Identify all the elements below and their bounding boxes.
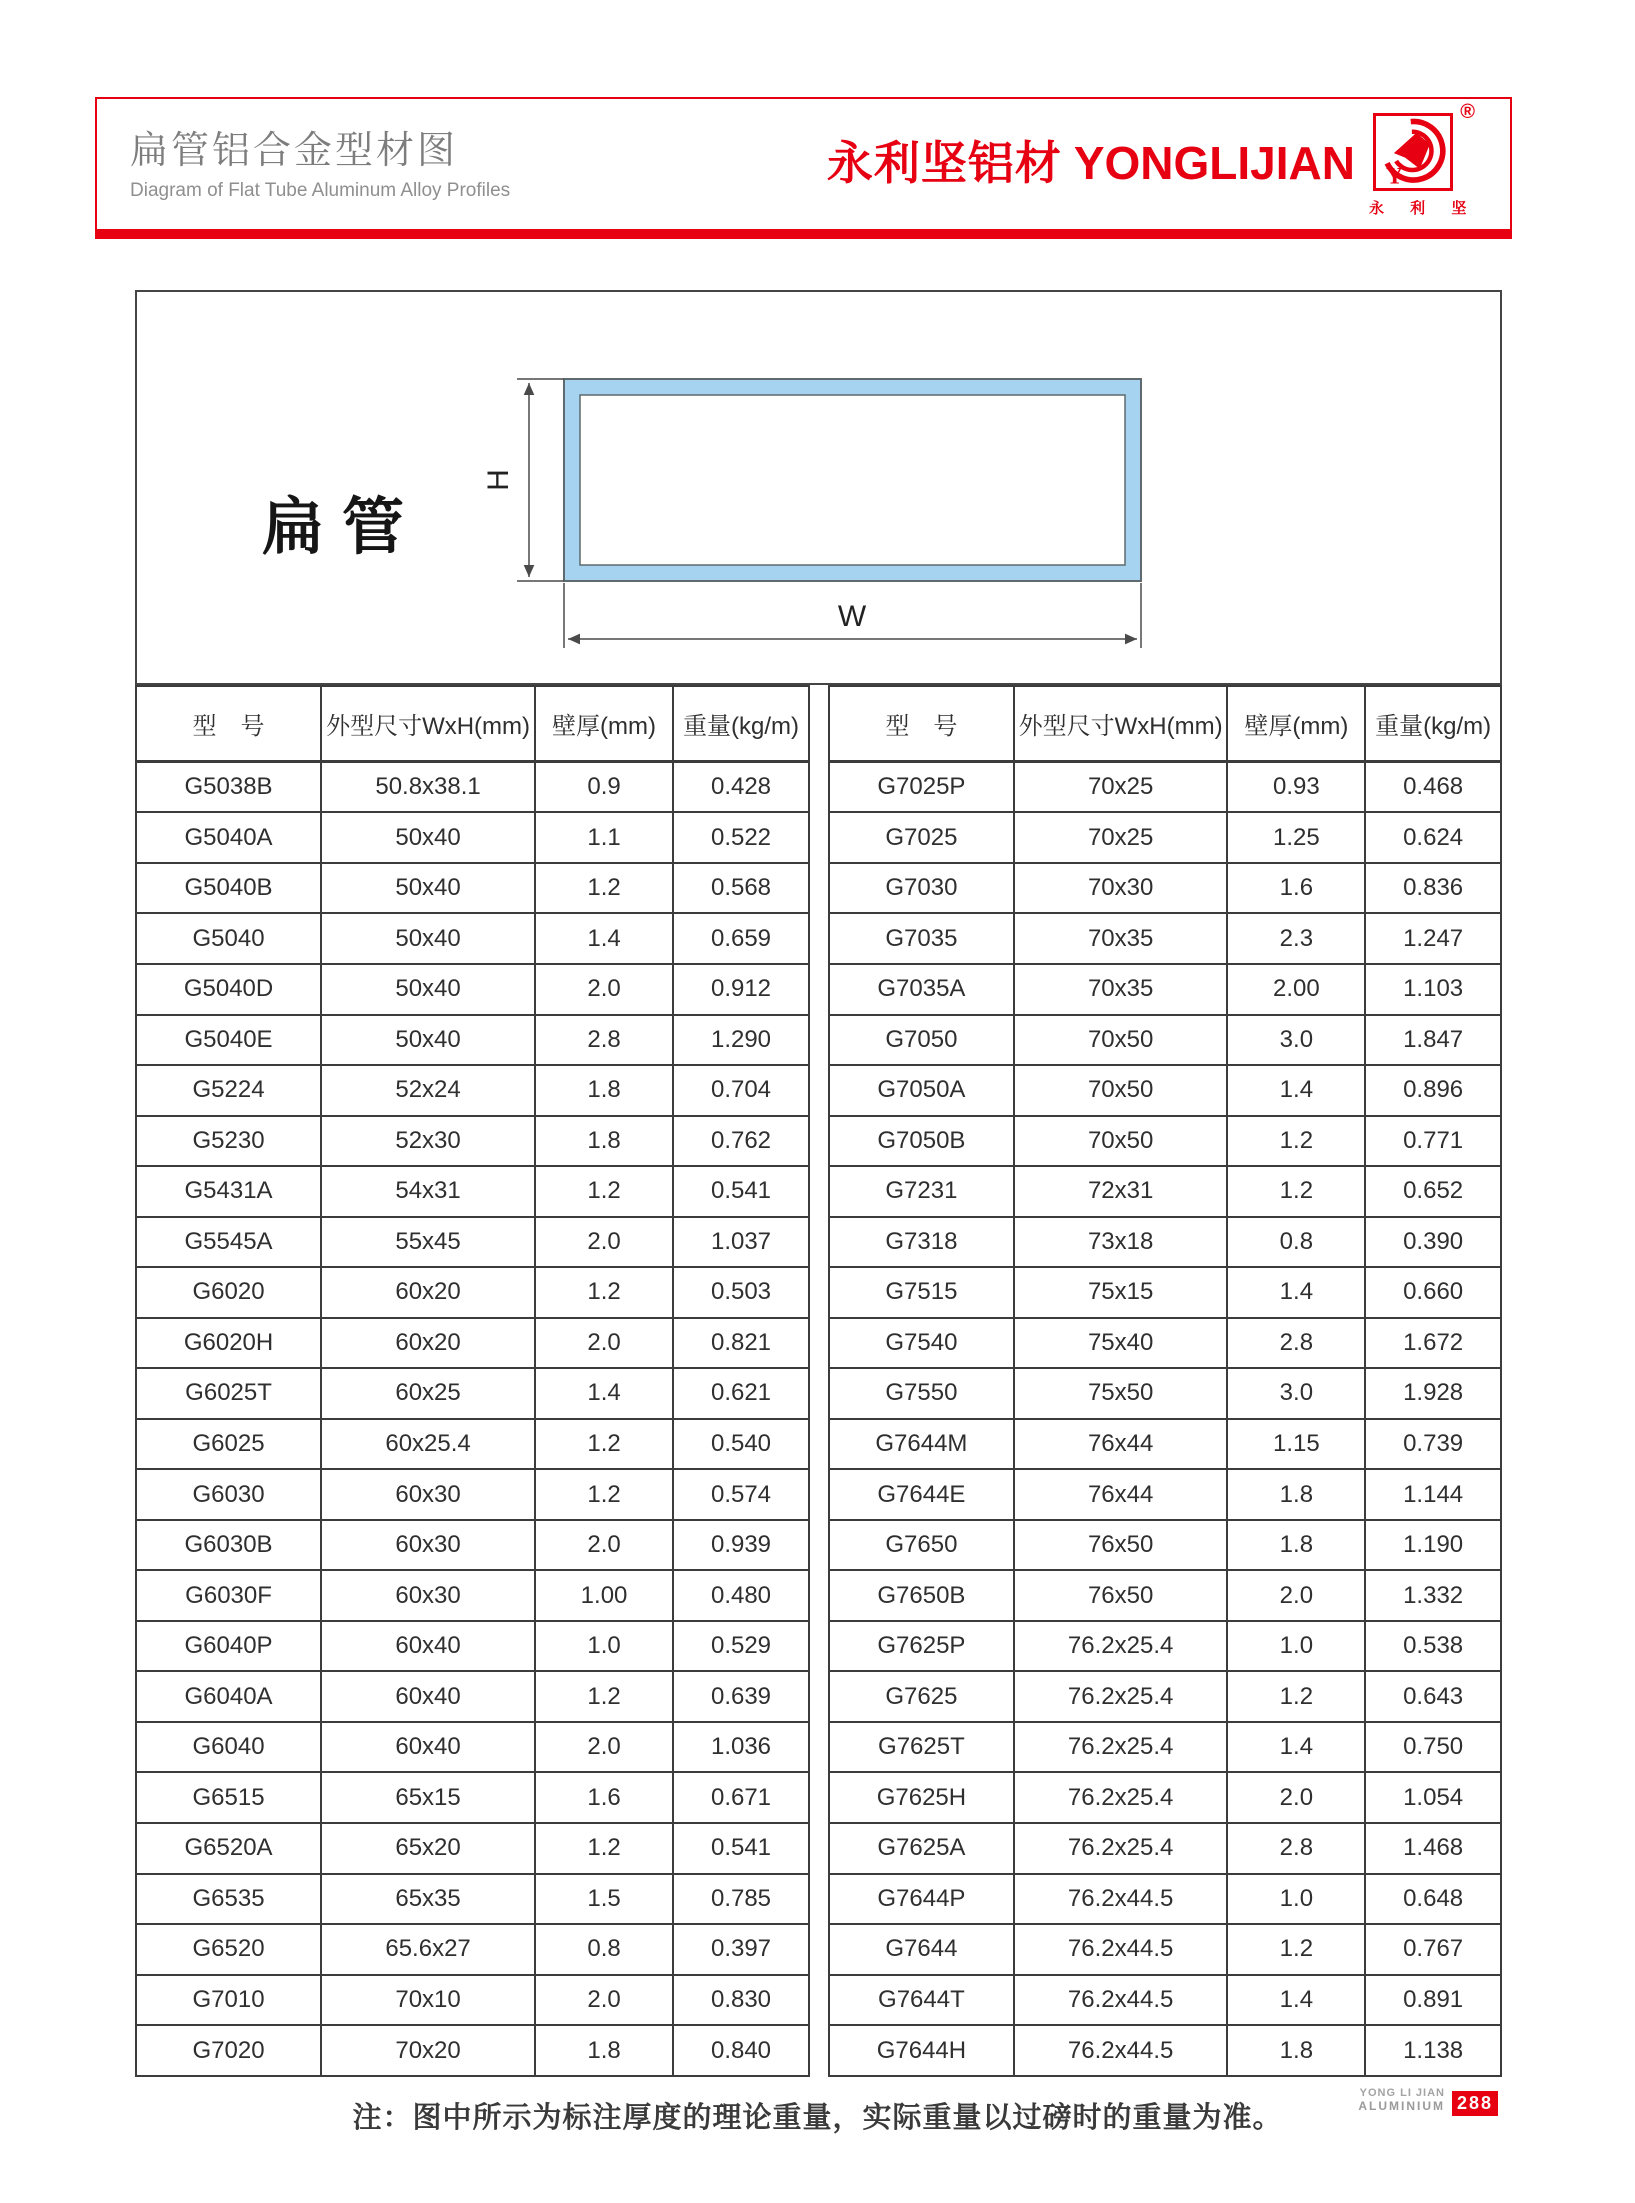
table-row (829, 913, 1501, 964)
size-cell: 50x40 (321, 812, 535, 863)
table-row (829, 1722, 1501, 1773)
table-row (136, 1975, 809, 2026)
thickness-cell: 1.15 (1227, 1419, 1365, 1470)
size-cell: 50x40 (321, 863, 535, 914)
table-row (136, 863, 809, 914)
dim-w-label: W (837, 600, 867, 633)
table-row (136, 1065, 809, 1116)
size-cell: 60x25 (321, 1368, 535, 1419)
model-cell: G7625 (829, 1671, 1014, 1722)
model-cell: G6515 (136, 1772, 321, 1823)
weight-cell: 0.891 (1365, 1975, 1501, 2026)
thickness-cell: 1.5 (535, 1874, 673, 1925)
table-row (136, 1924, 809, 1975)
thickness-cell: 2.0 (535, 1722, 673, 1773)
model-cell: G6020 (136, 1267, 321, 1318)
size-cell: 60x20 (321, 1267, 535, 1318)
size-cell: 76.2x44.5 (1014, 1874, 1228, 1925)
size-cell: 70x10 (321, 1975, 535, 2026)
table-row (829, 1116, 1501, 1167)
model-cell: G6025T (136, 1368, 321, 1419)
size-cell: 60x20 (321, 1318, 535, 1369)
table-row (136, 1520, 809, 1571)
table-row (136, 812, 809, 863)
thickness-cell: 0.9 (535, 761, 673, 812)
thickness-cell: 1.8 (1227, 1520, 1365, 1571)
size-cell: 60x30 (321, 1570, 535, 1621)
model-cell: G7644T (829, 1975, 1014, 2026)
size-cell: 50x40 (321, 913, 535, 964)
thickness-cell: 1.2 (535, 1419, 673, 1470)
weight-cell: 0.503 (673, 1267, 809, 1318)
table-row (136, 1116, 809, 1167)
model-cell: G5040D (136, 964, 321, 1015)
table-row (136, 1015, 809, 1066)
page-title: 扁管铝合金型材图 (130, 129, 459, 172)
weight-cell: 1.332 (1365, 1570, 1501, 1621)
model-cell: G6520A (136, 1823, 321, 1874)
model-cell: G7050A (829, 1065, 1014, 1116)
thickness-cell: 2.3 (1227, 913, 1365, 964)
model-cell: G7650 (829, 1520, 1014, 1571)
size-cell: 60x40 (321, 1671, 535, 1722)
size-cell: 76.2x25.4 (1014, 1621, 1228, 1672)
size-cell: 75x15 (1014, 1267, 1228, 1318)
size-cell: 65.6x27 (321, 1924, 535, 1975)
page-number-badge: 288 (1452, 2091, 1498, 2116)
left-tbody (136, 761, 809, 2076)
table-row (136, 1823, 809, 1874)
size-cell: 65x35 (321, 1874, 535, 1925)
thickness-cell: 1.4 (535, 913, 673, 964)
model-cell: G6030B (136, 1520, 321, 1571)
table-row (829, 1975, 1501, 2026)
brand-logo (1369, 101, 1478, 217)
weight-cell: 0.912 (673, 964, 809, 1015)
thickness-cell: 2.00 (1227, 964, 1365, 1015)
thickness-cell: 1.4 (1227, 1975, 1365, 2026)
weight-cell: 0.840 (673, 2025, 809, 2076)
weight-cell: 0.568 (673, 863, 809, 914)
table-row (136, 1318, 809, 1369)
thickness-cell: 3.0 (1227, 1368, 1365, 1419)
model-cell: G7625H (829, 1772, 1014, 1823)
column-header: 重量(kg/m) (673, 686, 809, 761)
size-cell: 76x44 (1014, 1419, 1228, 1470)
table-row (136, 1267, 809, 1318)
table-row (829, 1267, 1501, 1318)
thickness-cell: 0.93 (1227, 761, 1365, 812)
table-row (136, 1469, 809, 1520)
size-cell: 65x15 (321, 1772, 535, 1823)
weight-cell: 0.671 (673, 1772, 809, 1823)
table-row (136, 1772, 809, 1823)
thickness-cell: 1.2 (535, 863, 673, 914)
thickness-cell: 1.2 (1227, 1924, 1365, 1975)
thickness-cell: 1.00 (535, 1570, 673, 1621)
thickness-cell: 1.4 (1227, 1722, 1365, 1773)
thickness-cell: 2.0 (1227, 1570, 1365, 1621)
column-header: 外型尺寸WxH(mm) (1014, 686, 1228, 761)
header-bar (95, 97, 1512, 239)
title-block (130, 119, 510, 202)
weight-cell: 0.428 (673, 761, 809, 812)
weight-cell: 1.847 (1365, 1015, 1501, 1066)
right-tbody (829, 761, 1501, 2076)
weight-cell: 1.468 (1365, 1823, 1501, 1874)
table-row (136, 1874, 809, 1925)
registered-trademark-icon: ® (1460, 101, 1475, 123)
weight-cell: 0.652 (1365, 1166, 1501, 1217)
model-cell: G7231 (829, 1166, 1014, 1217)
weight-cell: 0.639 (673, 1671, 809, 1722)
thickness-cell: 1.4 (1227, 1065, 1365, 1116)
thickness-cell: 1.0 (1227, 1874, 1365, 1925)
thickness-cell: 2.0 (535, 1520, 673, 1571)
table-row (829, 1520, 1501, 1571)
footer-brand-line1: YONG LI JIAN (1359, 2087, 1445, 2099)
size-cell: 75x40 (1014, 1318, 1228, 1369)
size-cell: 60x30 (321, 1469, 535, 1520)
table-row (829, 964, 1501, 1015)
thickness-cell: 1.2 (535, 1823, 673, 1874)
model-cell: G7625A (829, 1823, 1014, 1874)
column-header: 壁厚(mm) (535, 686, 673, 761)
model-cell: G7650B (829, 1570, 1014, 1621)
footer-brand (1240, 2087, 1445, 2113)
model-cell: G7625T (829, 1722, 1014, 1773)
thickness-cell: 1.4 (1227, 1267, 1365, 1318)
header-row (136, 686, 809, 761)
weight-cell: 0.660 (1365, 1267, 1501, 1318)
table-row (136, 1166, 809, 1217)
model-cell: G7550 (829, 1368, 1014, 1419)
model-cell: G7644 (829, 1924, 1014, 1975)
thickness-cell: 1.2 (1227, 1166, 1365, 1217)
model-cell: G7540 (829, 1318, 1014, 1369)
weight-cell: 0.643 (1365, 1671, 1501, 1722)
model-cell: G5038B (136, 761, 321, 812)
table-row (829, 1318, 1501, 1369)
weight-cell: 1.190 (1365, 1520, 1501, 1571)
table-row (136, 1621, 809, 1672)
table-row (829, 1621, 1501, 1672)
weight-cell: 0.821 (673, 1318, 809, 1369)
model-cell: G6040P (136, 1621, 321, 1672)
weight-cell: 0.541 (673, 1823, 809, 1874)
table-row (829, 1772, 1501, 1823)
flat-tube-diagram (137, 292, 1504, 687)
model-cell: G7025P (829, 761, 1014, 812)
thickness-cell: 2.0 (535, 964, 673, 1015)
model-cell: G7050B (829, 1116, 1014, 1167)
profiles-table-right (828, 685, 1502, 2077)
model-cell: G7035A (829, 964, 1014, 1015)
size-cell: 60x40 (321, 1621, 535, 1672)
weight-cell: 0.785 (673, 1874, 809, 1925)
weight-cell: 1.928 (1365, 1368, 1501, 1419)
thickness-cell: 1.6 (535, 1772, 673, 1823)
profiles-table-left (135, 685, 810, 2077)
size-cell: 60x40 (321, 1722, 535, 1773)
model-cell: G7644M (829, 1419, 1014, 1470)
table-row (829, 1823, 1501, 1874)
weight-cell: 0.750 (1365, 1722, 1501, 1773)
footnote: 注：图中所示为标注厚度的理论重量，实际重量以过磅时的重量为准。 (352, 2102, 1283, 2134)
weight-cell: 0.939 (673, 1520, 809, 1571)
size-cell: 76.2x44.5 (1014, 1975, 1228, 2026)
weight-cell: 0.830 (673, 1975, 809, 2026)
weight-cell: 1.037 (673, 1217, 809, 1268)
model-cell: G7035 (829, 913, 1014, 964)
size-cell: 76.2x44.5 (1014, 1924, 1228, 1975)
weight-cell: 0.771 (1365, 1116, 1501, 1167)
size-cell: 70x30 (1014, 863, 1228, 914)
table-row (136, 913, 809, 964)
table-row (829, 1469, 1501, 1520)
page-subtitle: Diagram of Flat Tube Aluminum Alloy Profiles (130, 179, 511, 201)
size-cell: 50.8x38.1 (321, 761, 535, 812)
thickness-cell: 2.8 (1227, 1318, 1365, 1369)
weight-cell: 0.836 (1365, 863, 1501, 914)
model-cell: G6040 (136, 1722, 321, 1773)
model-cell: G7644P (829, 1874, 1014, 1925)
model-cell: G5230 (136, 1116, 321, 1167)
size-cell: 60x25.4 (321, 1419, 535, 1470)
size-cell: 76.2x25.4 (1014, 1823, 1228, 1874)
thickness-cell: 1.4 (535, 1368, 673, 1419)
weight-cell: 1.138 (1365, 2025, 1501, 2076)
model-cell: G7050 (829, 1015, 1014, 1066)
table-row (829, 1166, 1501, 1217)
size-cell: 52x30 (321, 1116, 535, 1167)
thickness-cell: 2.8 (1227, 1823, 1365, 1874)
weight-cell: 0.574 (673, 1469, 809, 1520)
model-cell: G6040A (136, 1671, 321, 1722)
size-cell: 70x25 (1014, 761, 1228, 812)
weight-cell: 0.767 (1365, 1924, 1501, 1975)
table-row (829, 1217, 1501, 1268)
thickness-cell: 1.6 (1227, 863, 1365, 914)
table-row (829, 1924, 1501, 1975)
weight-cell: 1.103 (1365, 964, 1501, 1015)
logo-monogram: Y (1386, 163, 1404, 188)
thickness-cell: 1.2 (535, 1671, 673, 1722)
model-cell: G7020 (136, 2025, 321, 2076)
size-cell: 70x50 (1014, 1116, 1228, 1167)
thickness-cell: 1.8 (535, 1065, 673, 1116)
table-row (136, 1671, 809, 1722)
table-row (829, 1015, 1501, 1066)
size-cell: 52x24 (321, 1065, 535, 1116)
size-cell: 75x50 (1014, 1368, 1228, 1419)
thickness-cell: 2.0 (535, 1217, 673, 1268)
weight-cell: 0.390 (1365, 1217, 1501, 1268)
table-row (136, 2025, 809, 2076)
thickness-cell: 1.8 (535, 2025, 673, 2076)
model-cell: G7515 (829, 1267, 1014, 1318)
model-cell: G6030 (136, 1469, 321, 1520)
weight-cell: 0.739 (1365, 1419, 1501, 1470)
weight-cell: 1.290 (673, 1015, 809, 1066)
table-row (136, 964, 809, 1015)
weight-cell: 0.624 (1365, 812, 1501, 863)
size-cell: 76.2x25.4 (1014, 1671, 1228, 1722)
column-header: 壁厚(mm) (1227, 686, 1365, 761)
model-cell: G5040A (136, 812, 321, 863)
model-cell: G7025 (829, 812, 1014, 863)
thickness-cell: 2.0 (1227, 1772, 1365, 1823)
header-row (829, 686, 1501, 761)
weight-cell: 0.762 (673, 1116, 809, 1167)
size-cell: 76x50 (1014, 1520, 1228, 1571)
thickness-cell: 2.8 (535, 1015, 673, 1066)
table-row (829, 863, 1501, 914)
thickness-cell: 1.2 (535, 1267, 673, 1318)
model-cell: G5545A (136, 1217, 321, 1268)
brand-block (826, 101, 1478, 217)
model-cell: G5040B (136, 863, 321, 914)
size-cell: 55x45 (321, 1217, 535, 1268)
size-cell: 76x50 (1014, 1570, 1228, 1621)
size-cell: 73x18 (1014, 1217, 1228, 1268)
size-cell: 70x20 (321, 2025, 535, 2076)
brand-name (827, 127, 1355, 193)
size-cell: 70x25 (1014, 812, 1228, 863)
weight-cell: 1.054 (1365, 1772, 1501, 1823)
size-cell: 70x50 (1014, 1015, 1228, 1066)
table-row (136, 1368, 809, 1419)
thickness-cell: 1.2 (1227, 1671, 1365, 1722)
size-cell: 72x31 (1014, 1166, 1228, 1217)
dim-h-label: H (482, 469, 515, 491)
weight-cell: 1.144 (1365, 1469, 1501, 1520)
weight-cell: 1.672 (1365, 1318, 1501, 1369)
thickness-cell: 1.2 (535, 1166, 673, 1217)
thickness-cell: 1.0 (1227, 1621, 1365, 1672)
model-cell: G6025 (136, 1419, 321, 1470)
profile-type-label: 扁管 (262, 493, 423, 562)
size-cell: 76x44 (1014, 1469, 1228, 1520)
thickness-cell: 1.2 (535, 1469, 673, 1520)
size-cell: 70x35 (1014, 964, 1228, 1015)
weight-cell: 0.538 (1365, 1621, 1501, 1672)
table-row (136, 1570, 809, 1621)
thickness-cell: 1.1 (535, 812, 673, 863)
size-cell: 70x35 (1014, 913, 1228, 964)
table-row (136, 1217, 809, 1268)
thickness-cell: 1.8 (1227, 2025, 1365, 2076)
size-cell: 50x40 (321, 964, 535, 1015)
model-cell: G6020H (136, 1318, 321, 1369)
table-row (136, 1419, 809, 1470)
brand-name-en: YONGLIJIAN (1073, 137, 1355, 189)
thickness-cell: 0.8 (535, 1924, 673, 1975)
size-cell: 76.2x25.4 (1014, 1772, 1228, 1823)
size-cell: 60x30 (321, 1520, 535, 1571)
table-row (829, 2025, 1501, 2076)
weight-cell: 0.704 (673, 1065, 809, 1116)
size-cell: 76.2x25.4 (1014, 1722, 1228, 1773)
weight-cell: 0.522 (673, 812, 809, 863)
thickness-cell: 1.2 (1227, 1116, 1365, 1167)
table-row (136, 1722, 809, 1773)
model-cell: G6030F (136, 1570, 321, 1621)
table-row (829, 1368, 1501, 1419)
brand-name-cn: 永利坚铝材 (826, 137, 1062, 189)
table-row (829, 1570, 1501, 1621)
column-header: 型 号 (829, 686, 1014, 761)
weight-cell: 0.621 (673, 1368, 809, 1419)
thickness-cell: 1.25 (1227, 812, 1365, 863)
table-row (829, 1874, 1501, 1925)
model-cell: G5040E (136, 1015, 321, 1066)
model-cell: G7030 (829, 863, 1014, 914)
size-cell: 65x20 (321, 1823, 535, 1874)
column-header: 重量(kg/m) (1365, 686, 1501, 761)
weight-cell: 0.540 (673, 1419, 809, 1470)
model-cell: G5431A (136, 1166, 321, 1217)
table-row (829, 1671, 1501, 1722)
weight-cell: 0.397 (673, 1924, 809, 1975)
weight-cell: 0.896 (1365, 1065, 1501, 1116)
thickness-cell: 3.0 (1227, 1015, 1365, 1066)
size-cell: 50x40 (321, 1015, 535, 1066)
model-cell: G7644H (829, 2025, 1014, 2076)
footer-brand-line2: ALUMINIUM (1358, 2098, 1445, 2113)
column-header: 外型尺寸WxH(mm) (321, 686, 535, 761)
model-cell: G5224 (136, 1065, 321, 1116)
weight-cell: 1.036 (673, 1722, 809, 1773)
model-cell: G6520 (136, 1924, 321, 1975)
logo-caption: 永 利 坚 (1369, 200, 1478, 217)
weight-cell: 0.648 (1365, 1874, 1501, 1925)
thickness-cell: 0.8 (1227, 1217, 1365, 1268)
model-cell: G6535 (136, 1874, 321, 1925)
weight-cell: 0.541 (673, 1166, 809, 1217)
weight-cell: 0.468 (1365, 761, 1501, 812)
model-cell: G7318 (829, 1217, 1014, 1268)
thickness-cell: 1.0 (535, 1621, 673, 1672)
table-row (829, 1065, 1501, 1116)
table-row (829, 812, 1501, 863)
size-cell: 76.2x44.5 (1014, 2025, 1228, 2076)
table-row (829, 1419, 1501, 1470)
thickness-cell: 1.8 (535, 1116, 673, 1167)
table-row (136, 761, 809, 812)
model-cell: G5040 (136, 913, 321, 964)
logo-swirl-icon (1376, 116, 1450, 188)
weight-cell: 0.659 (673, 913, 809, 964)
model-cell: G7010 (136, 1975, 321, 2026)
size-cell: 54x31 (321, 1166, 535, 1217)
thickness-cell: 2.0 (535, 1975, 673, 2026)
thickness-cell: 2.0 (535, 1318, 673, 1369)
column-header: 型 号 (136, 686, 321, 761)
model-cell: G7625P (829, 1621, 1014, 1672)
size-cell: 70x50 (1014, 1065, 1228, 1116)
logo-frame (1373, 113, 1453, 191)
weight-cell: 1.247 (1365, 913, 1501, 964)
model-cell: G7644E (829, 1469, 1014, 1520)
diagram-panel (135, 290, 1502, 685)
weight-cell: 0.480 (673, 1570, 809, 1621)
weight-cell: 0.529 (673, 1621, 809, 1672)
thickness-cell: 1.8 (1227, 1469, 1365, 1520)
table-row (829, 761, 1501, 812)
tube-inner-cavity (580, 395, 1125, 565)
